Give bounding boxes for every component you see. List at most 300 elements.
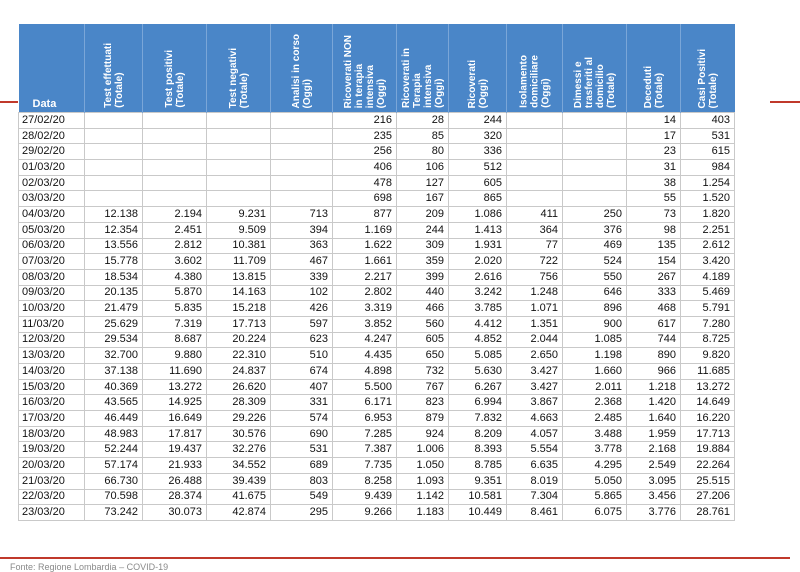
date-cell[interactable]: 29/02/20	[19, 144, 85, 160]
value-cell[interactable]	[507, 160, 563, 176]
value-cell[interactable]: 3.427	[507, 379, 563, 395]
value-cell[interactable]: 574	[271, 411, 333, 427]
value-cell[interactable]: 14.649	[681, 395, 735, 411]
value-cell[interactable]: 1.218	[627, 379, 681, 395]
value-cell[interactable]	[143, 113, 207, 129]
value-cell[interactable]: 3.488	[563, 426, 627, 442]
value-cell[interactable]: 38	[627, 175, 681, 191]
value-cell[interactable]: 8.019	[507, 473, 563, 489]
column-header[interactable]	[333, 24, 397, 113]
value-cell[interactable]: 2.650	[507, 348, 563, 364]
value-cell[interactable]	[85, 191, 143, 207]
value-cell[interactable]: 9.820	[681, 348, 735, 364]
value-cell[interactable]: 549	[271, 489, 333, 505]
value-cell[interactable]: 623	[271, 332, 333, 348]
value-cell[interactable]: 1.640	[627, 411, 681, 427]
date-cell[interactable]: 20/03/20	[19, 458, 85, 474]
value-cell[interactable]: 20.135	[85, 285, 143, 301]
value-cell[interactable]: 732	[397, 364, 449, 380]
value-cell[interactable]: 2.217	[333, 269, 397, 285]
date-cell[interactable]: 17/03/20	[19, 411, 85, 427]
date-cell[interactable]: 04/03/20	[19, 207, 85, 223]
value-cell[interactable]	[143, 144, 207, 160]
value-cell[interactable]: 2.194	[143, 207, 207, 223]
value-cell[interactable]: 12.354	[85, 222, 143, 238]
value-cell[interactable]: 17.817	[143, 426, 207, 442]
value-cell[interactable]: 823	[397, 395, 449, 411]
value-cell[interactable]: 331	[271, 395, 333, 411]
value-cell[interactable]: 466	[397, 301, 449, 317]
value-cell[interactable]: 14.925	[143, 395, 207, 411]
value-cell[interactable]	[271, 191, 333, 207]
value-cell[interactable]: 15.218	[207, 301, 271, 317]
value-cell[interactable]: 5.870	[143, 285, 207, 301]
value-cell[interactable]: 80	[397, 144, 449, 160]
date-cell[interactable]: 18/03/20	[19, 426, 85, 442]
date-cell[interactable]: 12/03/20	[19, 332, 85, 348]
value-cell[interactable]: 984	[681, 160, 735, 176]
value-cell[interactable]: 154	[627, 254, 681, 270]
value-cell[interactable]	[143, 128, 207, 144]
value-cell[interactable]: 209	[397, 207, 449, 223]
value-cell[interactable]: 2.451	[143, 222, 207, 238]
value-cell[interactable]: 650	[397, 348, 449, 364]
value-cell[interactable]: 440	[397, 285, 449, 301]
value-cell[interactable]: 531	[271, 442, 333, 458]
value-cell[interactable]: 6.994	[449, 395, 507, 411]
value-cell[interactable]	[507, 175, 563, 191]
value-cell[interactable]: 4.852	[449, 332, 507, 348]
value-cell[interactable]: 127	[397, 175, 449, 191]
value-cell[interactable]: 3.602	[143, 254, 207, 270]
value-cell[interactable]: 722	[507, 254, 563, 270]
value-cell[interactable]: 73	[627, 207, 681, 223]
date-cell[interactable]: 16/03/20	[19, 395, 85, 411]
value-cell[interactable]: 426	[271, 301, 333, 317]
value-cell[interactable]	[563, 160, 627, 176]
value-cell[interactable]: 5.630	[449, 364, 507, 380]
value-cell[interactable]: 8.725	[681, 332, 735, 348]
column-header[interactable]	[143, 24, 207, 113]
value-cell[interactable]: 597	[271, 316, 333, 332]
value-cell[interactable]: 1.959	[627, 426, 681, 442]
value-cell[interactable]: 13.272	[681, 379, 735, 395]
column-header-data[interactable]	[19, 24, 85, 113]
value-cell[interactable]: 359	[397, 254, 449, 270]
value-cell[interactable]: 690	[271, 426, 333, 442]
value-cell[interactable]: 8.785	[449, 458, 507, 474]
column-header[interactable]	[397, 24, 449, 113]
value-cell[interactable]: 28.309	[207, 395, 271, 411]
value-cell[interactable]: 1.183	[397, 505, 449, 521]
value-cell[interactable]: 4.663	[507, 411, 563, 427]
value-cell[interactable]: 394	[271, 222, 333, 238]
value-cell[interactable]: 14	[627, 113, 681, 129]
date-cell[interactable]: 06/03/20	[19, 238, 85, 254]
value-cell[interactable]	[207, 175, 271, 191]
value-cell[interactable]: 406	[333, 160, 397, 176]
value-cell[interactable]: 37.138	[85, 364, 143, 380]
value-cell[interactable]: 30.073	[143, 505, 207, 521]
value-cell[interactable]: 1.931	[449, 238, 507, 254]
value-cell[interactable]: 7.280	[681, 316, 735, 332]
value-cell[interactable]: 32.700	[85, 348, 143, 364]
value-cell[interactable]	[271, 175, 333, 191]
value-cell[interactable]: 102	[271, 285, 333, 301]
date-cell[interactable]: 22/03/20	[19, 489, 85, 505]
value-cell[interactable]: 40.369	[85, 379, 143, 395]
value-cell[interactable]: 6.635	[507, 458, 563, 474]
value-cell[interactable]: 13.556	[85, 238, 143, 254]
value-cell[interactable]: 877	[333, 207, 397, 223]
value-cell[interactable]: 267	[627, 269, 681, 285]
value-cell[interactable]: 512	[449, 160, 507, 176]
value-cell[interactable]: 17	[627, 128, 681, 144]
value-cell[interactable]: 1.660	[563, 364, 627, 380]
value-cell[interactable]: 4.189	[681, 269, 735, 285]
value-cell[interactable]: 77	[507, 238, 563, 254]
value-cell[interactable]: 70.598	[85, 489, 143, 505]
value-cell[interactable]	[271, 113, 333, 129]
value-cell[interactable]: 550	[563, 269, 627, 285]
value-cell[interactable]: 2.044	[507, 332, 563, 348]
value-cell[interactable]: 46.449	[85, 411, 143, 427]
value-cell[interactable]: 3.242	[449, 285, 507, 301]
value-cell[interactable]: 13.815	[207, 269, 271, 285]
value-cell[interactable]: 52.244	[85, 442, 143, 458]
column-header[interactable]	[507, 24, 563, 113]
value-cell[interactable]: 2.368	[563, 395, 627, 411]
date-cell[interactable]: 07/03/20	[19, 254, 85, 270]
value-cell[interactable]: 4.057	[507, 426, 563, 442]
value-cell[interactable]	[507, 144, 563, 160]
value-cell[interactable]: 1.420	[627, 395, 681, 411]
value-cell[interactable]	[85, 160, 143, 176]
value-cell[interactable]: 3.867	[507, 395, 563, 411]
value-cell[interactable]: 16.649	[143, 411, 207, 427]
value-cell[interactable]: 21.479	[85, 301, 143, 317]
value-cell[interactable]: 469	[563, 238, 627, 254]
value-cell[interactable]: 9.880	[143, 348, 207, 364]
value-cell[interactable]: 1.622	[333, 238, 397, 254]
value-cell[interactable]: 43.565	[85, 395, 143, 411]
value-cell[interactable]	[143, 191, 207, 207]
value-cell[interactable]: 7.832	[449, 411, 507, 427]
value-cell[interactable]: 5.835	[143, 301, 207, 317]
date-cell[interactable]: 05/03/20	[19, 222, 85, 238]
value-cell[interactable]: 411	[507, 207, 563, 223]
value-cell[interactable]: 3.427	[507, 364, 563, 380]
date-cell[interactable]: 10/03/20	[19, 301, 85, 317]
value-cell[interactable]: 698	[333, 191, 397, 207]
value-cell[interactable]	[207, 113, 271, 129]
value-cell[interactable]: 11.709	[207, 254, 271, 270]
value-cell[interactable]: 8.461	[507, 505, 563, 521]
value-cell[interactable]: 25.515	[681, 473, 735, 489]
value-cell[interactable]: 30.576	[207, 426, 271, 442]
value-cell[interactable]: 467	[271, 254, 333, 270]
value-cell[interactable]: 399	[397, 269, 449, 285]
value-cell[interactable]: 5.500	[333, 379, 397, 395]
value-cell[interactable]	[271, 128, 333, 144]
value-cell[interactable]	[507, 113, 563, 129]
value-cell[interactable]	[85, 144, 143, 160]
value-cell[interactable]: 510	[271, 348, 333, 364]
date-cell[interactable]: 03/03/20	[19, 191, 85, 207]
value-cell[interactable]: 16.220	[681, 411, 735, 427]
value-cell[interactable]: 2.251	[681, 222, 735, 238]
value-cell[interactable]: 18.534	[85, 269, 143, 285]
column-header[interactable]	[271, 24, 333, 113]
value-cell[interactable]: 3.852	[333, 316, 397, 332]
value-cell[interactable]: 524	[563, 254, 627, 270]
value-cell[interactable]: 2.168	[627, 442, 681, 458]
value-cell[interactable]: 19.437	[143, 442, 207, 458]
value-cell[interactable]	[563, 144, 627, 160]
value-cell[interactable]: 27.206	[681, 489, 735, 505]
value-cell[interactable]: 3.420	[681, 254, 735, 270]
date-cell[interactable]: 19/03/20	[19, 442, 85, 458]
column-header[interactable]	[681, 24, 735, 113]
value-cell[interactable]: 9.439	[333, 489, 397, 505]
value-cell[interactable]: 1.085	[563, 332, 627, 348]
value-cell[interactable]: 1.050	[397, 458, 449, 474]
value-cell[interactable]: 22.264	[681, 458, 735, 474]
value-cell[interactable]: 57.174	[85, 458, 143, 474]
value-cell[interactable]: 615	[681, 144, 735, 160]
date-cell[interactable]: 15/03/20	[19, 379, 85, 395]
value-cell[interactable]: 3.785	[449, 301, 507, 317]
value-cell[interactable]: 10.449	[449, 505, 507, 521]
value-cell[interactable]: 3.778	[563, 442, 627, 458]
value-cell[interactable]: 250	[563, 207, 627, 223]
value-cell[interactable]: 66.730	[85, 473, 143, 489]
value-cell[interactable]: 2.616	[449, 269, 507, 285]
value-cell[interactable]: 468	[627, 301, 681, 317]
value-cell[interactable]	[207, 160, 271, 176]
value-cell[interactable]: 4.380	[143, 269, 207, 285]
value-cell[interactable]: 767	[397, 379, 449, 395]
value-cell[interactable]: 1.248	[507, 285, 563, 301]
value-cell[interactable]: 1.254	[681, 175, 735, 191]
value-cell[interactable]: 1.086	[449, 207, 507, 223]
value-cell[interactable]: 8.258	[333, 473, 397, 489]
value-cell[interactable]: 41.675	[207, 489, 271, 505]
value-cell[interactable]: 924	[397, 426, 449, 442]
value-cell[interactable]: 2.549	[627, 458, 681, 474]
column-header[interactable]	[449, 24, 507, 113]
column-header[interactable]	[627, 24, 681, 113]
value-cell[interactable]: 19.884	[681, 442, 735, 458]
value-cell[interactable]: 364	[507, 222, 563, 238]
value-cell[interactable]: 98	[627, 222, 681, 238]
value-cell[interactable]: 244	[397, 222, 449, 238]
date-cell[interactable]: 13/03/20	[19, 348, 85, 364]
value-cell[interactable]: 7.319	[143, 316, 207, 332]
value-cell[interactable]: 6.171	[333, 395, 397, 411]
value-cell[interactable]: 2.612	[681, 238, 735, 254]
value-cell[interactable]	[507, 191, 563, 207]
value-cell[interactable]: 3.095	[627, 473, 681, 489]
value-cell[interactable]: 12.138	[85, 207, 143, 223]
value-cell[interactable]: 339	[271, 269, 333, 285]
value-cell[interactable]: 10.581	[449, 489, 507, 505]
value-cell[interactable]	[85, 175, 143, 191]
value-cell[interactable]: 235	[333, 128, 397, 144]
value-cell[interactable]: 17.713	[681, 426, 735, 442]
value-cell[interactable]: 10.381	[207, 238, 271, 254]
value-cell[interactable]: 1.520	[681, 191, 735, 207]
value-cell[interactable]	[563, 113, 627, 129]
value-cell[interactable]: 320	[449, 128, 507, 144]
value-cell[interactable]: 5.469	[681, 285, 735, 301]
value-cell[interactable]: 32.276	[207, 442, 271, 458]
value-cell[interactable]: 1.169	[333, 222, 397, 238]
value-cell[interactable]: 1.198	[563, 348, 627, 364]
value-cell[interactable]: 7.735	[333, 458, 397, 474]
date-cell[interactable]: 09/03/20	[19, 285, 85, 301]
value-cell[interactable]: 5.554	[507, 442, 563, 458]
value-cell[interactable]: 106	[397, 160, 449, 176]
value-cell[interactable]: 879	[397, 411, 449, 427]
value-cell[interactable]: 22.310	[207, 348, 271, 364]
value-cell[interactable]: 1.661	[333, 254, 397, 270]
value-cell[interactable]: 1.413	[449, 222, 507, 238]
value-cell[interactable]: 966	[627, 364, 681, 380]
value-cell[interactable]: 34.552	[207, 458, 271, 474]
date-cell[interactable]: 11/03/20	[19, 316, 85, 332]
value-cell[interactable]: 6.267	[449, 379, 507, 395]
value-cell[interactable]: 8.209	[449, 426, 507, 442]
value-cell[interactable]: 135	[627, 238, 681, 254]
value-cell[interactable]: 85	[397, 128, 449, 144]
value-cell[interactable]: 560	[397, 316, 449, 332]
value-cell[interactable]: 333	[627, 285, 681, 301]
value-cell[interactable]: 376	[563, 222, 627, 238]
value-cell[interactable]: 5.865	[563, 489, 627, 505]
value-cell[interactable]: 29.534	[85, 332, 143, 348]
value-cell[interactable]: 20.224	[207, 332, 271, 348]
value-cell[interactable]: 890	[627, 348, 681, 364]
column-header[interactable]	[563, 24, 627, 113]
value-cell[interactable]: 7.387	[333, 442, 397, 458]
value-cell[interactable]: 674	[271, 364, 333, 380]
value-cell[interactable]: 21.933	[143, 458, 207, 474]
value-cell[interactable]: 1.071	[507, 301, 563, 317]
value-cell[interactable]	[143, 175, 207, 191]
value-cell[interactable]: 39.439	[207, 473, 271, 489]
value-cell[interactable]: 7.304	[507, 489, 563, 505]
value-cell[interactable]: 900	[563, 316, 627, 332]
value-cell[interactable]: 407	[271, 379, 333, 395]
column-header[interactable]	[207, 24, 271, 113]
value-cell[interactable]: 896	[563, 301, 627, 317]
value-cell[interactable]: 8.393	[449, 442, 507, 458]
value-cell[interactable]	[563, 191, 627, 207]
value-cell[interactable]: 295	[271, 505, 333, 521]
value-cell[interactable]	[563, 128, 627, 144]
value-cell[interactable]: 363	[271, 238, 333, 254]
value-cell[interactable]: 5.791	[681, 301, 735, 317]
value-cell[interactable]: 4.295	[563, 458, 627, 474]
value-cell[interactable]: 167	[397, 191, 449, 207]
date-cell[interactable]: 28/02/20	[19, 128, 85, 144]
value-cell[interactable]: 9.266	[333, 505, 397, 521]
value-cell[interactable]	[85, 113, 143, 129]
value-cell[interactable]	[563, 175, 627, 191]
value-cell[interactable]	[271, 144, 333, 160]
value-cell[interactable]: 9.351	[449, 473, 507, 489]
value-cell[interactable]: 4.435	[333, 348, 397, 364]
value-cell[interactable]: 309	[397, 238, 449, 254]
value-cell[interactable]: 28	[397, 113, 449, 129]
value-cell[interactable]: 803	[271, 473, 333, 489]
value-cell[interactable]: 1.351	[507, 316, 563, 332]
value-cell[interactable]: 2.020	[449, 254, 507, 270]
date-cell[interactable]: 23/03/20	[19, 505, 85, 521]
value-cell[interactable]: 2.802	[333, 285, 397, 301]
value-cell[interactable]: 28.374	[143, 489, 207, 505]
value-cell[interactable]: 9.509	[207, 222, 271, 238]
date-cell[interactable]: 21/03/20	[19, 473, 85, 489]
value-cell[interactable]: 244	[449, 113, 507, 129]
value-cell[interactable]: 646	[563, 285, 627, 301]
value-cell[interactable]: 1.142	[397, 489, 449, 505]
value-cell[interactable]: 3.776	[627, 505, 681, 521]
value-cell[interactable]: 478	[333, 175, 397, 191]
value-cell[interactable]: 14.163	[207, 285, 271, 301]
value-cell[interactable]: 403	[681, 113, 735, 129]
value-cell[interactable]	[207, 128, 271, 144]
value-cell[interactable]: 26.488	[143, 473, 207, 489]
value-cell[interactable]: 4.898	[333, 364, 397, 380]
date-cell[interactable]: 01/03/20	[19, 160, 85, 176]
value-cell[interactable]	[85, 128, 143, 144]
value-cell[interactable]: 23	[627, 144, 681, 160]
value-cell[interactable]: 13.272	[143, 379, 207, 395]
value-cell[interactable]: 48.983	[85, 426, 143, 442]
value-cell[interactable]: 5.050	[563, 473, 627, 489]
value-cell[interactable]: 28.761	[681, 505, 735, 521]
value-cell[interactable]: 4.247	[333, 332, 397, 348]
value-cell[interactable]: 17.713	[207, 316, 271, 332]
value-cell[interactable]: 2.011	[563, 379, 627, 395]
value-cell[interactable]	[207, 144, 271, 160]
column-header[interactable]	[85, 24, 143, 113]
value-cell[interactable]: 531	[681, 128, 735, 144]
value-cell[interactable]: 605	[397, 332, 449, 348]
value-cell[interactable]: 689	[271, 458, 333, 474]
date-cell[interactable]: 14/03/20	[19, 364, 85, 380]
value-cell[interactable]: 2.485	[563, 411, 627, 427]
value-cell[interactable]: 605	[449, 175, 507, 191]
value-cell[interactable]: 744	[627, 332, 681, 348]
value-cell[interactable]	[507, 128, 563, 144]
value-cell[interactable]: 256	[333, 144, 397, 160]
value-cell[interactable]: 73.242	[85, 505, 143, 521]
date-cell[interactable]: 27/02/20	[19, 113, 85, 129]
value-cell[interactable]: 1.820	[681, 207, 735, 223]
value-cell[interactable]: 42.874	[207, 505, 271, 521]
value-cell[interactable]: 26.620	[207, 379, 271, 395]
value-cell[interactable]: 7.285	[333, 426, 397, 442]
value-cell[interactable]: 8.687	[143, 332, 207, 348]
value-cell[interactable]	[143, 160, 207, 176]
value-cell[interactable]: 31	[627, 160, 681, 176]
value-cell[interactable]: 617	[627, 316, 681, 332]
value-cell[interactable]: 756	[507, 269, 563, 285]
value-cell[interactable]	[207, 191, 271, 207]
